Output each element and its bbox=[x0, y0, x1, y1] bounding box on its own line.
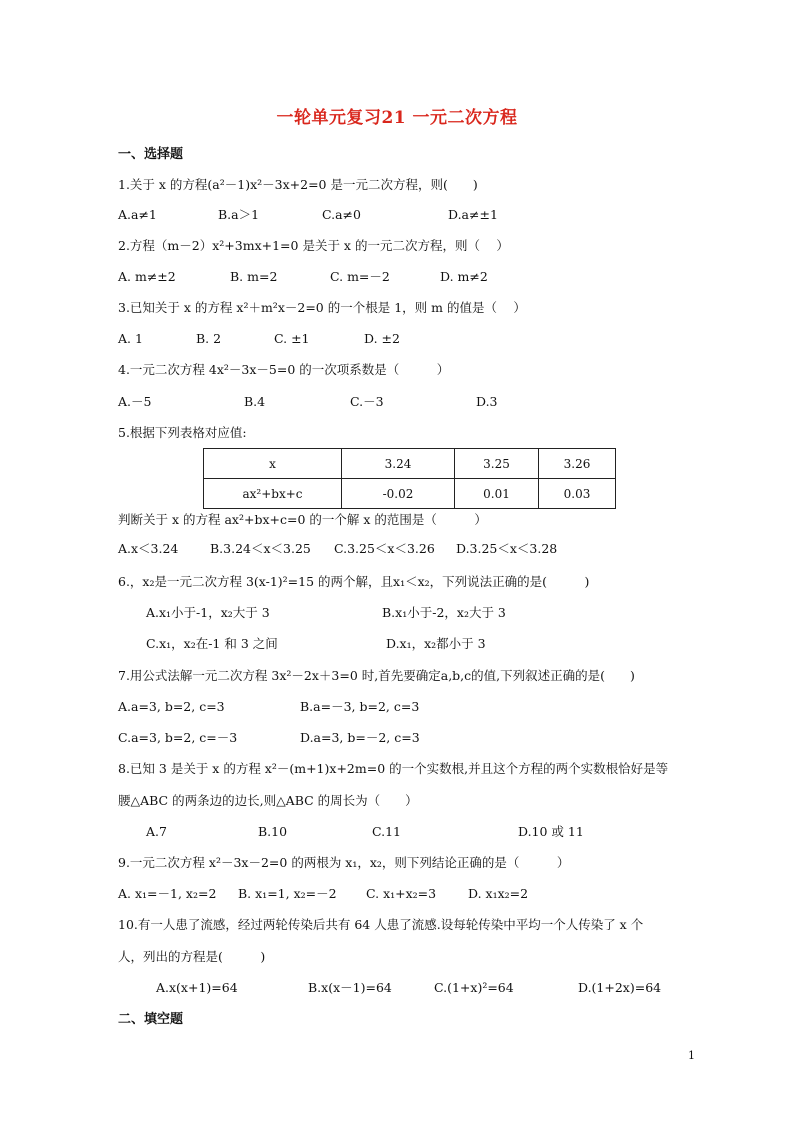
page-number: 1 bbox=[688, 1049, 695, 1062]
table-cell: 0.01 bbox=[455, 479, 539, 509]
question-6-options-row2 bbox=[146, 635, 646, 653]
question-7-options-row2 bbox=[118, 729, 618, 747]
question-10-stem-line2: 人，列出的方程是( ) bbox=[118, 949, 266, 964]
option-a: A.x＜3.24 bbox=[118, 541, 179, 556]
question-8-stem-line2: 腰△ABC 的两条边的边长,则△ABC 的周长为（ ） bbox=[118, 793, 418, 808]
table-cell: 0.03 bbox=[539, 479, 616, 509]
option-d: D.10 或 11 bbox=[518, 824, 584, 839]
values-table bbox=[203, 448, 616, 509]
question-4-options bbox=[118, 393, 618, 411]
option-b: B. x₁=1, x₂=－2 bbox=[238, 886, 337, 901]
table-cell: 3.26 bbox=[539, 449, 616, 479]
question-8-stem-line1: 8.已知 3 是关于 x 的方程 x²－(m+1)x+2m=0 的一个实数根,并且这个方程的两个实数根恰好是等 bbox=[118, 761, 669, 776]
option-d: D.3 bbox=[476, 394, 498, 409]
option-d: D.(1+2x)=64 bbox=[578, 980, 662, 995]
option-a: A.a=3, b=2, c=3 bbox=[118, 699, 225, 714]
table-row bbox=[204, 449, 616, 479]
option-b: B.10 bbox=[258, 824, 288, 839]
option-a: A.x₁小于-1，x₂大于 3 bbox=[146, 605, 270, 620]
option-a: A.a≠1 bbox=[118, 207, 157, 222]
table-cell: 3.24 bbox=[342, 449, 455, 479]
option-b: B.3.24＜x＜3.25 bbox=[210, 541, 311, 556]
option-d: D.x₁，x₂都小于 3 bbox=[386, 636, 486, 651]
option-c: C. m=－2 bbox=[330, 269, 390, 284]
question-5-stem: 5.根据下列表格对应值: bbox=[118, 425, 247, 440]
question-5-options bbox=[118, 540, 678, 558]
option-b: B.a＞1 bbox=[218, 207, 260, 222]
option-c: C.a≠0 bbox=[322, 207, 361, 222]
option-c: C.x₁，x₂在-1 和 3 之间 bbox=[146, 636, 278, 651]
option-c: C.(1+x)²=64 bbox=[434, 980, 514, 995]
question-7-stem: 7.用公式法解一元二次方程 3x²－2x＋3=0 时,首先要确定a,b,c的值,下列叙述正确的是( ) bbox=[118, 668, 635, 683]
option-a: A. m≠±2 bbox=[118, 269, 176, 284]
question-6-options-row1 bbox=[146, 604, 646, 622]
question-3-options bbox=[118, 330, 618, 348]
question-9-stem: 9.一元二次方程 x²－3x－2=0 的两根为 x₁，x₂，则下列结论正确的是（ ） bbox=[118, 855, 570, 870]
section-heading-choice: 一、选择题 bbox=[118, 147, 184, 162]
question-10-stem-line1: 10.有一人患了流感，经过两轮传染后共有 64 人患了流感.设每轮传染中平均一个人传染了 x 个 bbox=[118, 917, 644, 932]
option-c: C. x₁+x₂=3 bbox=[366, 886, 437, 901]
option-c: C.a=3, b=2, c=－3 bbox=[118, 730, 238, 745]
question-7-options-row1 bbox=[118, 698, 618, 716]
question-3-stem: 3.已知关于 x 的方程 x²＋m²x－2=0 的一个根是 1，则 m 的值是（ ） bbox=[118, 300, 526, 315]
option-b: B.a=－3, b=2, c=3 bbox=[300, 699, 420, 714]
option-d: D. x₁x₂=2 bbox=[468, 886, 529, 901]
option-c: C.－3 bbox=[350, 394, 384, 409]
option-a: A. 1 bbox=[118, 331, 143, 346]
table-cell: x bbox=[204, 449, 342, 479]
section-heading-fill-in: 二、填空题 bbox=[118, 1012, 184, 1027]
page-title: 一轮单元复习21 一元二次方程 bbox=[276, 108, 518, 128]
question-10-options bbox=[156, 979, 676, 997]
option-d: D. ±2 bbox=[364, 331, 400, 346]
option-a: A.x(x+1)=64 bbox=[156, 980, 238, 995]
option-a: A. x₁=－1, x₂=2 bbox=[118, 886, 217, 901]
option-c: C.3.25＜x＜3.26 bbox=[334, 541, 435, 556]
table-cell: -0.02 bbox=[342, 479, 455, 509]
option-d: D.a=3, b=－2, c=3 bbox=[300, 730, 420, 745]
option-c: C.11 bbox=[372, 824, 401, 839]
table-cell: 3.25 bbox=[455, 449, 539, 479]
option-d: D.3.25＜x＜3.28 bbox=[456, 541, 558, 556]
option-d: D.a≠±1 bbox=[448, 207, 498, 222]
option-b: B.x₁小于-2，x₂大于 3 bbox=[382, 605, 506, 620]
option-a: A.－5 bbox=[118, 394, 152, 409]
question-6-stem: 6.，x₂是一元二次方程 3(x-1)²=15 的两个解，且x₁＜x₂，下列说法正确的是( ) bbox=[118, 574, 590, 589]
option-b: B. 2 bbox=[196, 331, 222, 346]
table-row bbox=[204, 479, 616, 509]
question-1-stem: 1.关于 x 的方程(a²－1)x²－3x+2=0 是一元二次方程，则( ) bbox=[118, 177, 478, 192]
question-2-options bbox=[118, 268, 618, 286]
option-c: C. ±1 bbox=[274, 331, 310, 346]
question-1-options bbox=[118, 206, 618, 224]
option-d: D. m≠2 bbox=[440, 269, 488, 284]
question-8-options bbox=[146, 823, 626, 841]
question-4-stem: 4.一元二次方程 4x²－3x－5=0 的一次项系数是（ ） bbox=[118, 362, 450, 377]
option-b: B.4 bbox=[244, 394, 266, 409]
option-b: B. m=2 bbox=[230, 269, 278, 284]
option-b: B.x(x－1)=64 bbox=[308, 980, 392, 995]
question-9-options bbox=[118, 885, 638, 903]
question-2-stem: 2.方程（m－2）x²+3mx+1=0 是关于 x 的一元二次方程，则（ ） bbox=[118, 238, 509, 253]
option-a: A.7 bbox=[146, 824, 167, 839]
table-cell: ax²+bx+c bbox=[204, 479, 342, 509]
question-5-prompt: 判断关于 x 的方程 ax²+bx+c=0 的一个解 x 的范围是（ ） bbox=[118, 512, 487, 527]
